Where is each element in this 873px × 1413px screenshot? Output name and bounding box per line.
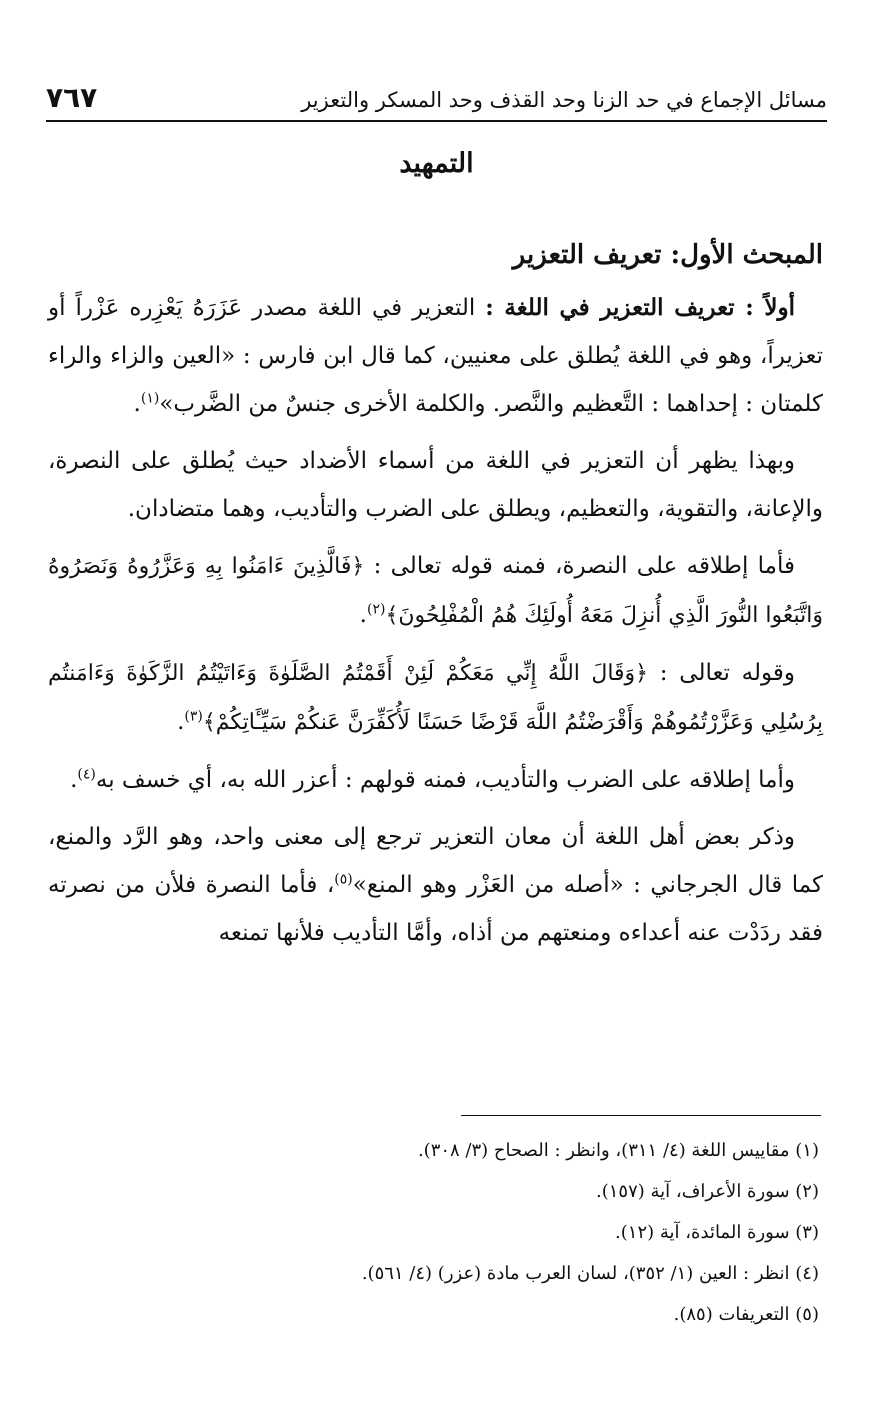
- footnote: (٤) انظر : العين (١/ ٣٥٢)، لسان العرب مادة (عزر) (٤/ ٥٦١).: [361, 1263, 819, 1284]
- paragraph-4: وقوله تعالى : ﴿وَقَالَ اللَّهُ إِنِّي مَعَكُمْ لَئِنْ أَقَمْتُمُ الصَّلَوٰةَ وَءَاتَيْتُمُ الزَّكَوٰةَ وَءَامَنتُم بِرُسُلِي وَعَزَّرْتُمُوهُمْ وَأَقْرَضْتُمُ اللَّهَ قَرْضًا حَسَنًا لَأُكَفِّرَنَّ عَنكُمْ سَيِّـَٔاتِكُمْ﴾$^{(٣)}$.: [48, 660, 823, 735]
- footnote: (١) مقاييس اللغة (٤/ ٣١١)، وانظر : الصحاح (٣/ ٣٠٨).: [417, 1140, 819, 1161]
- quran-verse: ﴿فَالَّذِينَ ءَامَنُوا بِهِ وَعَزَّرُوهُ وَنَصَرُوهُ وَاتَّبَعُوا النُّورَ الَّذِي أُنزِلَ مَعَهُ أُولَئِكَ هُمُ الْمُفْلِحُونَ﴾: [48, 554, 823, 628]
- paragraph-6: [48, 813, 823, 957]
- page-header: [46, 62, 827, 122]
- paragraph-text: وذكر بعض أهل اللغة أن معان التعزير ترجع إلى معنى واحد، وهو الرَّد والمنع، كما قال الجرجاني : «أصله من العَزْر وهو المنع»: [48, 824, 823, 898]
- running-title: مسائل الإجماع في حد الزنا وحد القذف وحد المسكر والتعزير: [301, 88, 827, 112]
- footnote-ref-1: (١): [140, 390, 160, 407]
- paragraph-lead: أولاً : تعريف التعزير في اللغة :: [485, 294, 795, 321]
- footnote-ref-2: (٢): [366, 601, 386, 618]
- paragraph-3: فأما إطلاقه على النصرة، فمنه قوله تعالى : ﴿فَالَّذِينَ ءَامَنُوا بِهِ وَعَزَّرُوهُ وَنَصَرُوهُ وَاتَّبَعُوا النُّورَ الَّذِي أُنزِلَ مَعَهُ أُولَئِكَ هُمُ الْمُفْلِحُونَ﴾$^{(٢)}$.: [48, 553, 823, 628]
- page-number: ٧٦٧: [46, 81, 98, 114]
- paragraph-text: وأما إطلاقه على الضرب والتأديب، فمنه قولهم : أعزر الله به، أي خسف به: [95, 767, 795, 793]
- footnote-ref-4: (٤): [77, 766, 96, 783]
- footnote-ref-3: (٣): [184, 708, 203, 725]
- paragraph-text: وقوله تعالى :: [659, 660, 796, 686]
- footnote: (٥) التعريفات (٨٥).: [673, 1304, 819, 1325]
- paragraph-text-continued: ، فأما النصرة فلأن من نصرته فقد ردَدْت عنه أعداءه ومنعتهم من أذاه، وأمَّا التأديب فلأنها تمنعه: [48, 872, 823, 946]
- paragraph-text: فأما إطلاقه على النصرة، فمنه قوله تعالى :: [373, 553, 795, 579]
- footnote-ref-5: (٥): [334, 871, 353, 888]
- section-title: التمهيد: [399, 148, 474, 179]
- paragraph-2: وبهذا يظهر أن التعزير في اللغة من أسماء الأضداد حيث يُطلق على النصرة، والإعانة، والتقوية، والتعظيم، ويطلق على الضرب والتأديب، وهما متضادان.: [48, 448, 823, 522]
- paragraph-5: وأما إطلاقه على الضرب والتأديب، فمنه قولهم : أعزر الله به، أي خسف به$^{(٤)}$.: [70, 766, 795, 793]
- paragraph-text: التعزير في اللغة مصدر عَزَرَهُ يَعْزِره عَزْراً أو تعزيراً، وهو في اللغة يُطلق على معنيين، كما قال ابن فارس : «العين والزاء والراء كلمتان : إحداهما : التَّعظيم والنَّصر. والكلمة الأخرى جنسٌ من الضَّرب»: [48, 295, 823, 417]
- main-text: [48, 230, 823, 966]
- paragraph-1: أولاً : تعريف التعزير في اللغة : التعزير في اللغة مصدر عَزَرَهُ يَعْزِره عَزْراً أو تعزيراً، وهو في اللغة يُطلق على معنيين، كما قال ابن فارس : «العين والزاء والراء كلمتان : إحداهما : التَّعظيم والنَّصر. والكلمة الأخرى جنسٌ من الضَّرب»$^{(١)}$.: [48, 294, 823, 417]
- chapter-title: المبحث الأول: تعريف التعزير: [512, 240, 823, 270]
- footnote-divider: [461, 1115, 821, 1116]
- quran-verse: ﴿وَقَالَ اللَّهُ إِنِّي مَعَكُمْ لَئِنْ أَقَمْتُمُ الصَّلَوٰةَ وَءَاتَيْتُمُ الزَّكَوٰةَ وَءَامَنتُم بِرُسُلِي وَعَزَّرْتُمُوهُمْ وَأَقْرَضْتُمُ اللَّهَ قَرْضًا حَسَنًا لَأُكَفِّرَنَّ عَنكُمْ سَيِّـَٔاتِكُمْ﴾: [48, 661, 823, 735]
- footnotes: [50, 1130, 819, 1335]
- footnote: (٢) سورة الأعراف، آية (١٥٧).: [596, 1181, 819, 1202]
- footnote: (٣) سورة المائدة، آية (١٢).: [615, 1222, 819, 1243]
